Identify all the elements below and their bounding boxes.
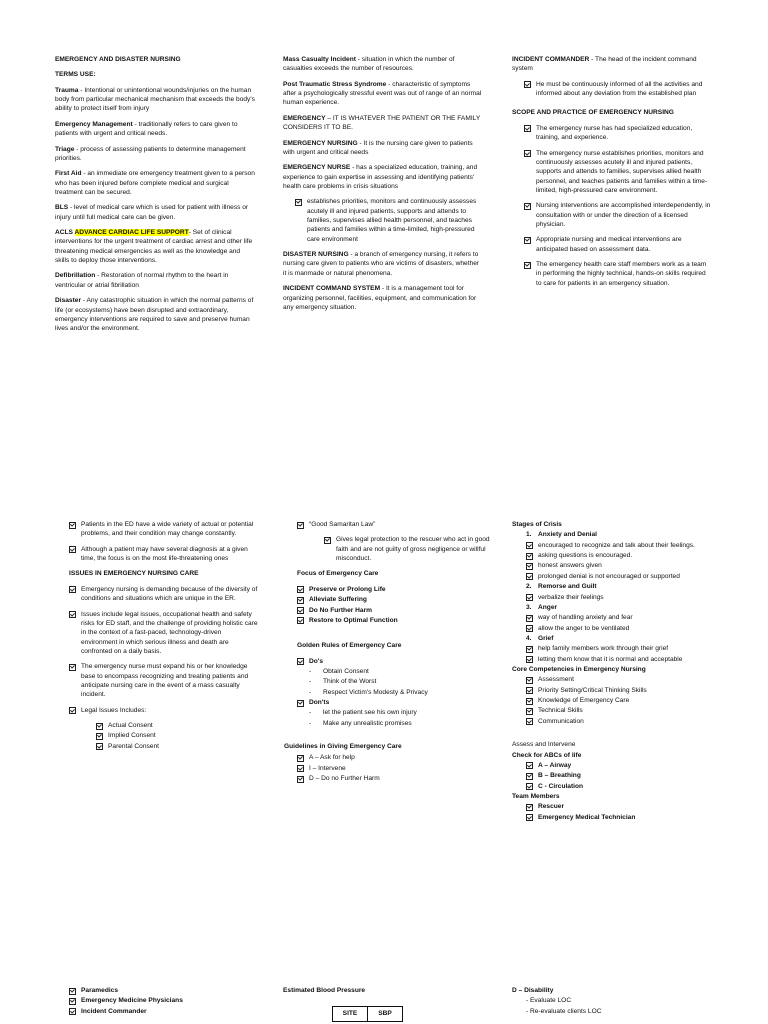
checkbox-icon (524, 237, 531, 244)
checkbox-icon (96, 743, 103, 750)
checkbox-item: allow the anger to be ventilated (526, 624, 712, 633)
bp-heading: Estimated Blood Pressure (283, 987, 366, 994)
checkbox-item: Alleviate Suffering (297, 595, 492, 604)
scope-heading: SCOPE AND PRACTICE OF EMERGENCY NURSING (512, 109, 674, 117)
checkbox-icon (69, 522, 76, 529)
dos-item: Do's (297, 657, 492, 666)
checkbox-icon (297, 755, 304, 762)
dash-icon: - (309, 667, 312, 675)
dash-icon: - (309, 709, 312, 717)
dash-icon: - (309, 678, 312, 686)
definition: DISASTER NURSING - a branch of emergency nursing, it refers to nursing care given to patients who are victims of disasters, whether it is manmade or natural phenomena. (283, 251, 480, 277)
bp-table (332, 1006, 403, 1022)
checkbox-icon (96, 733, 103, 740)
checkbox-icon (526, 553, 533, 560)
dash-item: - let the patient see his own injury (309, 709, 417, 717)
checkbox-item: help family members work through their grief (526, 644, 712, 653)
checkbox-icon (297, 617, 304, 624)
list-item: - Re-evaluate clients LOC (526, 1007, 602, 1015)
checkbox-item: Knowledge of Emergency Care (526, 696, 712, 705)
definition-incident-commander: INCIDENT COMMANDER - The head of the incident command system (512, 56, 697, 73)
checkbox-item: A – Ask for help (297, 753, 492, 762)
checkbox-icon (69, 1008, 76, 1015)
golden-heading: Golden Rules of Emergency Care (297, 642, 402, 650)
column-terms (55, 55, 255, 340)
definition-acls: ACLS ADVANCE CARDIAC LIFE SUPPORT- Set of clinical interventions for the urgent treatment of cardiac arrest and other life threatening medical emergencies as well as the knowledge and skills to deploy those interventions. (55, 229, 253, 265)
checkbox-item: establishes priorities, monitors and continuously assesses acutely ill and injured patients, supports and attends to families, supervises allied health personnel, and teaches patients and families within a time-limited, high-pressured care environment (283, 197, 483, 244)
stage-4: 4. Grief (526, 634, 554, 642)
checkbox-item: Parental Consent (96, 742, 259, 751)
checkbox-icon (526, 762, 533, 769)
checkbox-item: Gives legal protection to the rescuer who act in good faith and are not guilty of gross negligence or willful misconduct. (297, 535, 492, 563)
checkbox-item: Communication (526, 717, 712, 726)
disability-heading: D – Disability (512, 987, 554, 994)
checkbox-item: prolonged denial is not encouraged or supported (526, 572, 712, 581)
checkbox-icon (524, 81, 531, 88)
checkbox-icon (526, 687, 533, 694)
definition: First Aid - an immediate ore emergency treatment given to a person who has been injured before complete medical and surgical treatment can be secured. (55, 170, 255, 196)
checkbox-item: Priority Setting/Critical Thinking Skills (526, 686, 712, 695)
dash-item: - Obtain Consent (309, 667, 369, 675)
checkbox-item: Emergency nursing is demanding because of the diversity of conditions and situations which are unique in the ER. (69, 585, 259, 604)
checkbox-item: Appropriate nursing and medical interventions are anticipated based on assessment data. (512, 235, 712, 254)
checkbox-icon (297, 700, 304, 707)
checkbox-item: Restore to Optimal Function (297, 616, 492, 625)
guidelines-heading: Guidelines in Giving Emergency Care (284, 743, 402, 751)
dash-item: - Respect Victim's Modesty & Privacy (309, 688, 428, 696)
dash-icon: - (309, 719, 312, 727)
checkbox-item: Patients in the ED have a wide variety of actual or potential problems, and their condition may change constantly. (69, 520, 259, 539)
checkbox-item: Assessment (526, 675, 712, 684)
checkbox-item: The emergency nurse establishes priorities, monitors and continuously assesses acutely ill and injured patients, supports and attends to families, supervises allied health personnel, and teaches patients and families within a time-limited, high-pressured care environment. (512, 149, 712, 196)
table-row (333, 1007, 403, 1022)
definition: EMERGENCY NURSE - has a specialized education, training, and experience to gain expertise in assessing and identifying patients' health care problems in crisis situations (283, 164, 478, 190)
checkbox-icon (526, 773, 533, 780)
checkbox-item: Rescuer (526, 802, 712, 811)
checkbox-item: Issues include legal issues, occupational health and safety risks for ED staff, and the challenge of providing holistic care in the context of a fast-paced, technology-driven environment in which serious illness and death are confronted on a daily basis. (69, 610, 259, 657)
checkbox-item: letting them know that it is normal and acceptable (526, 655, 712, 664)
definition: Post Traumatic Stress Syndrome - characteristic of symptoms after a psychologically stressful event was out of range of an normal human experience. (283, 80, 482, 107)
checkbox-icon (297, 586, 304, 593)
checkbox-icon (69, 586, 76, 593)
checkbox-item: The emergency nurse must expand his or her knowledge base to encompass recognizing and treating patients and anticipate nursing care in the event of a mass casualty incident. (69, 662, 259, 699)
checkbox-icon (295, 199, 302, 206)
column-emergency-care (284, 520, 492, 785)
checkbox-item: way of handling anxiety and fear (526, 613, 712, 622)
definition: Emergency Management - traditionally refers to care given to patients with urgent and critical needs. (55, 120, 238, 138)
checkbox-icon (324, 537, 331, 544)
list-item: - Evaluate LOC (526, 997, 572, 1005)
checkbox-icon (524, 203, 531, 210)
checkbox-item: encouraged to recognize and talk about their feelings. (526, 541, 712, 550)
definition: Defibrillation - Restoration of normal rhythm to the heart in ventricular or atrial fibrillation (55, 272, 229, 289)
column-definitions (283, 55, 483, 318)
checkbox-icon (69, 664, 76, 671)
checkbox-item: Preserve or Prolong Life (297, 585, 492, 594)
checkbox-icon (297, 765, 304, 772)
checkbox-icon (297, 522, 304, 529)
focus-heading: Focus of Emergency Care (297, 570, 379, 578)
checkbox-icon (526, 563, 533, 570)
checkbox-icon (524, 125, 531, 132)
stages-heading: Stages of Crisis (512, 521, 562, 528)
checkbox-icon (297, 658, 304, 665)
team-heading: Team Members (512, 792, 560, 800)
checkbox-item: The emergency health care staff members work as a team in performing the highly technical, hands-on skills required to care for patients in an emergency situation. (512, 260, 712, 288)
definition: Disaster - Any catastrophic situation in which the normal patterns of life (or ecosystems) have been disrupted and extraordinary, emergency interventions are required to save and preserve human lives and/or the environment. (55, 297, 254, 333)
donts-item: Don'ts (297, 698, 492, 707)
stage-1: 1. Anxiety and Denial (526, 531, 597, 539)
checkbox-icon (526, 646, 533, 653)
terms-heading: TERMS USE: (55, 71, 96, 79)
checkbox-item: C - Circulation (526, 782, 712, 791)
checkbox-item: A – Airway (526, 761, 712, 770)
checkbox-item: Emergency Medicine Physicians (69, 996, 259, 1005)
checkbox-icon (96, 723, 103, 730)
checkbox-item: Emergency Medical Technician (526, 813, 712, 822)
column-team-cont (69, 986, 259, 1017)
checkbox-item: D – Do no Further Harm (297, 774, 492, 783)
definition: Mass Casualty Incident - situation in which the number of casualties exceeds the number of resources. (283, 56, 455, 73)
checkbox-icon (297, 607, 304, 614)
definition: Trauma - Intentional or unintentional wounds/injuries on the human body from particular mechanical mechanism that exceeds the body's ability to protect itself from injury (55, 86, 255, 113)
checkbox-icon (526, 783, 533, 790)
definition: EMERGENCY – IT IS WHATEVER THE PATIENT OR THE FAMILY CONSIDERS IT TO BE. (283, 114, 481, 132)
table-header-sbp: SBP (368, 1007, 403, 1022)
checkbox-icon (69, 707, 76, 714)
checkbox-item: I – Intervene (297, 764, 492, 773)
checkbox-icon (69, 998, 76, 1005)
doc-title: EMERGENCY AND DISASTER NURSING (55, 56, 181, 63)
checkbox-item: Technical Skills (526, 706, 712, 715)
column-crisis (512, 520, 712, 823)
stage-2: 2. Remorse and Guilt (526, 583, 597, 591)
checkbox-item: Incident Commander (69, 1007, 259, 1016)
dash-icon: - (309, 688, 312, 696)
checkbox-icon (526, 573, 533, 580)
checkbox-icon (526, 718, 533, 725)
column-disability (512, 986, 712, 1017)
checkbox-icon (526, 804, 533, 811)
checkbox-icon (526, 615, 533, 622)
checkbox-icon (69, 611, 76, 618)
checkbox-icon (526, 814, 533, 821)
checkbox-item: asking questions is encouraged. (526, 551, 712, 560)
checkbox-item: Although a patient may have several diagnosis at a given time, the focus is on the most life-threatening ones (69, 545, 259, 564)
column-bp (283, 986, 483, 1001)
core-heading: Core Competencies in Emergency Nursing (512, 666, 646, 674)
acls-highlight: ADVANCE CARDIAC LIFE SUPPORT (74, 229, 189, 237)
checkbox-icon (297, 776, 304, 783)
checkbox-icon (526, 594, 533, 601)
definition: INCIDENT COMMAND SYSTEM - It is a management tool for organizing personnel, facilities, equipment, and communication for any emergency situation. (283, 285, 477, 311)
definition: BLS - level of medical care which is used for patient with illness or injury until full medical care can be given. (55, 204, 249, 221)
checkbox-item: honest answers given (526, 561, 712, 570)
checkbox-icon (526, 677, 533, 684)
issues-heading: ISSUES IN EMERGENCY NURSING CARE (69, 570, 199, 578)
checkbox-icon (526, 656, 533, 663)
checkbox-icon (297, 597, 304, 604)
checkbox-icon (524, 150, 531, 157)
column-scope (512, 55, 712, 294)
checkbox-item: B – Breathing (526, 771, 712, 780)
checkbox-icon (526, 698, 533, 705)
checkbox-item: verbalize their feelings (526, 593, 712, 602)
stage-3: 3. Anger (526, 603, 558, 611)
checkbox-item: Do No Further Harm (297, 606, 492, 615)
checkbox-icon (69, 546, 76, 553)
checkbox-icon (69, 988, 76, 995)
abc-heading: Check for ABCs of life (512, 751, 582, 759)
definition: Triage - process of assessing patients to determine management priorities. (55, 145, 246, 162)
column-issues (69, 520, 259, 752)
checkbox-item: He must be continuously informed of all the activities and informed about any deviation from the established plan (512, 80, 712, 99)
dash-item: - Make any unrealistic promises (309, 719, 412, 727)
checkbox-item: “Good Samaritan Law” (297, 520, 492, 529)
assess-text: Assess and Intervene (512, 741, 576, 749)
checkbox-icon (526, 708, 533, 715)
definition: EMERGENCY NURSING - It is the nursing care given to patients with urgent and critical needs (283, 139, 473, 156)
checkbox-icon (524, 262, 531, 269)
checkbox-item: The emergency nurse has had specialized education, training, and experience. (512, 124, 712, 143)
checkbox-item: Actual Consent (96, 721, 259, 730)
dash-item: - Think of the Worst (309, 678, 377, 686)
table-header-site: SITE (333, 1007, 368, 1022)
checkbox-icon (526, 542, 533, 549)
checkbox-item: Implied Consent (96, 731, 259, 740)
checkbox-item: Paramedics (69, 986, 259, 995)
checkbox-item: Legal Issues Includes: (69, 706, 259, 715)
checkbox-icon (526, 625, 533, 632)
checkbox-item: Nursing interventions are accomplished interdependently, in consultation with or under the direction of a licensed physician. (512, 201, 712, 229)
